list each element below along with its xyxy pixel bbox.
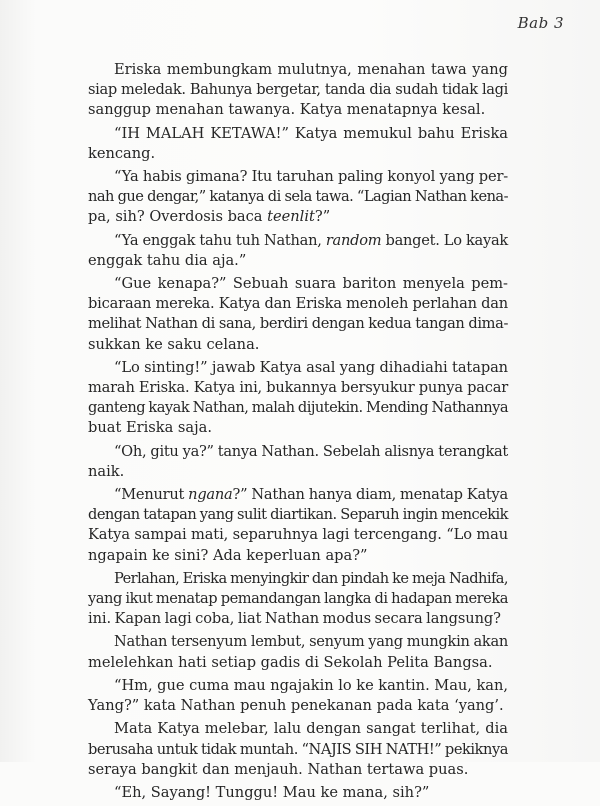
text-segment: Perlahan, Eriska menyingkir dan pindah ke meja Nadhifa,: [114, 569, 508, 587]
text-segment: ngapain ke sini? Ada keperluan apa?”: [88, 546, 368, 564]
text-line: [88, 144, 508, 164]
text-segment: berusaha untuk tidak muntah. “NAJIS SIH NATH!” pekiknya: [88, 740, 508, 758]
paragraph: [88, 719, 508, 780]
text-segment: Yang?” kata Nathan penuh penekanan pada kata ‘yang’.: [88, 697, 504, 715]
text-line: [88, 569, 508, 589]
text-line: [88, 676, 508, 696]
text-segment: pa, sih? Overdosis baca: [88, 208, 268, 226]
text-segment: ?” Nathan hanya diam, menatap Katya: [232, 486, 508, 504]
text-line: [88, 783, 508, 803]
text-line: [88, 378, 508, 398]
text-segment: marah Eriska. Katya ini, bukannya bersyukur punya pacar: [88, 379, 508, 397]
text-line: [88, 60, 508, 80]
text-line: [88, 124, 508, 144]
paragraph: [88, 632, 508, 672]
text-line: [88, 187, 508, 207]
text-line: [88, 314, 508, 334]
paragraph: [88, 60, 508, 121]
text-segment: banget. Lo kayak: [381, 231, 508, 249]
paragraph: [88, 783, 508, 803]
text-segment: ?”: [314, 208, 331, 226]
text-segment: sanggup menahan tawanya. Katya menatapnya kesal.: [88, 101, 486, 119]
text-line: [88, 609, 508, 629]
text-line: [88, 442, 508, 462]
text-line: [88, 80, 508, 100]
text-line: [88, 653, 508, 673]
paragraph: [88, 358, 508, 439]
italic-text: random: [325, 231, 382, 249]
text-segment: kencang.: [88, 144, 156, 162]
text-line: [88, 418, 508, 438]
book-page-body: [88, 60, 508, 806]
text-segment: dengan tatapan yang sulit diartikan. Separuh ingin mencekik: [88, 506, 508, 524]
text-line: [88, 100, 508, 120]
text-line: [88, 740, 508, 760]
text-segment: Eriska membungkam mulutnya, menahan tawa yang: [114, 61, 508, 78]
text-segment: bicaraan mereka. Katya dan Eriska menoleh perlahan dan: [88, 295, 508, 313]
text-line: [88, 294, 508, 314]
text-line: [88, 207, 508, 227]
text-segment: Mata Katya melebar, lalu dengan sangat terlihat, dia: [114, 720, 508, 738]
text-segment: siap meledak. Bahunya bergetar, tanda dia sudah tidak lagi: [88, 81, 508, 99]
text-segment: “Gue kenapa?” Sebuah suara bariton menyela pem-: [114, 275, 508, 293]
text-segment: nah gue dengar,” katanya di sela tawa. “Lagian Nathan kena-: [88, 188, 508, 206]
text-segment: ganteng kayak Nathan, malah dijutekin. Mending Nathannya: [88, 399, 508, 417]
text-line: [88, 632, 508, 652]
text-segment: yang ikut menatap pemandangan langka di hadapan mereka: [88, 590, 508, 608]
italic-text: ngana: [188, 486, 233, 504]
paragraph: [88, 231, 508, 271]
text-segment: enggak tahu dia aja.”: [88, 251, 247, 269]
text-segment: “Eh, Sayang! Tunggu! Mau ke mana, sih?”: [114, 783, 430, 801]
text-line: [88, 462, 508, 482]
text-line: [88, 525, 508, 545]
text-line: [88, 231, 508, 251]
text-line: [88, 274, 508, 294]
text-line: [88, 589, 508, 609]
text-line: [88, 358, 508, 378]
text-line: [88, 398, 508, 418]
text-line: [88, 546, 508, 566]
text-segment: seraya bangkit dan menjauh. Nathan tertawa puas.: [88, 760, 469, 778]
paragraph: [88, 485, 508, 566]
text-segment: “IH MALAH KETAWA!” Katya memukul bahu Eriska: [114, 124, 508, 142]
paragraph: [88, 124, 508, 164]
text-line: [88, 505, 508, 525]
running-head: Bab 3: [517, 14, 564, 32]
text-segment: naik.: [88, 462, 125, 480]
paragraph: [88, 569, 508, 630]
paragraph: [88, 676, 508, 716]
paragraph: [88, 442, 508, 482]
paragraph: [88, 167, 508, 228]
text-segment: “Oh, gitu ya?” tanya Nathan. Sebelah alisnya terangkat: [114, 442, 508, 460]
text-segment: melelehkan hati setiap gadis di Sekolah Pelita Bangsa.: [88, 653, 493, 671]
text-segment: buat Eriska saja.: [88, 419, 212, 437]
text-line: [88, 760, 508, 780]
italic-text: teenlit: [267, 208, 315, 226]
text-line: [88, 167, 508, 187]
text-segment: “Ya enggak tahu tuh Nathan,: [114, 231, 326, 249]
text-segment: Nathan tersenyum lembut, senyum yang mungkin akan: [114, 633, 508, 651]
text-line: [88, 335, 508, 355]
text-segment: sukkan ke saku celana.: [88, 335, 260, 353]
text-segment: “Lo sinting!” jawab Katya asal yang dihadiahi tatapan: [114, 358, 508, 376]
paragraph: [88, 274, 508, 355]
text-segment: Katya sampai mati, separuhnya lagi tercengang. “Lo mau: [88, 526, 508, 544]
text-line: [88, 251, 508, 271]
text-line: [88, 485, 508, 505]
text-segment: ini. Kapan lagi coba, liat Nathan modus secara langsung?: [88, 610, 501, 628]
text-line: [88, 696, 508, 716]
text-segment: melihat Nathan di sana, berdiri dengan kedua tangan dima-: [88, 315, 508, 333]
text-line: [88, 719, 508, 739]
text-segment: “Hm, gue cuma mau ngajakin lo ke kantin. Mau, kan,: [114, 676, 508, 694]
text-segment: “Menurut: [114, 486, 189, 504]
text-segment: “Ya habis gimana? Itu taruhan paling konyol yang per-: [114, 168, 508, 186]
